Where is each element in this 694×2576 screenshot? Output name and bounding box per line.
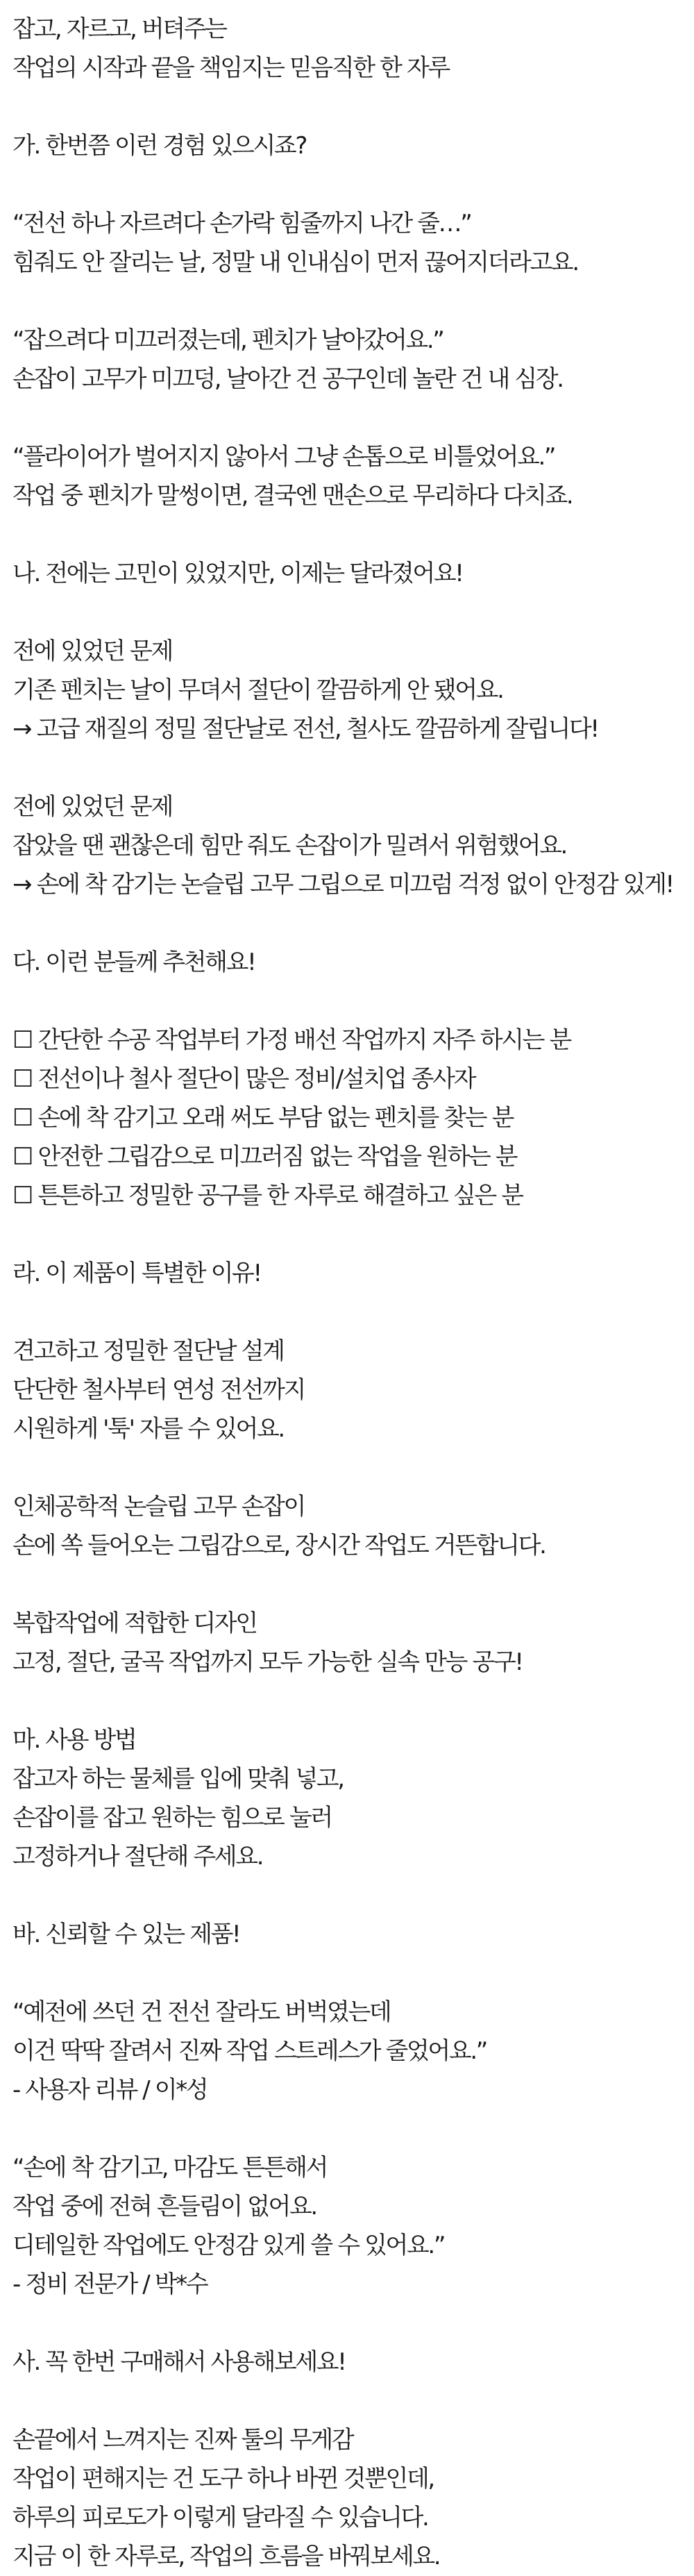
blank-line	[12, 982, 686, 1021]
blank-line	[12, 1293, 686, 1332]
text-line: 시원하게 '툭' 자를 수 있어요.	[12, 1415, 284, 1443]
text-line: 라. 이 제품이 특별한 이유!	[12, 1260, 261, 1287]
text-line: “전선 하나 자르려다 손가락 힘줄까지 나간 줄…”	[12, 210, 471, 237]
text-line: - 사용자 리뷰 / 이*성	[12, 2076, 208, 2104]
text-line: 이건 딱딱 잘려서 진짜 작업 스트레스가 줄었어요.”	[12, 2037, 486, 2065]
text-line: 전에 있었던 문제	[12, 793, 172, 821]
text-line: ☐ 전선이나 철사 절단이 많은 정비/설치업 종사자	[12, 1065, 475, 1093]
blank-line	[12, 2382, 686, 2420]
text-line: 마. 사용 방법	[12, 1726, 136, 1754]
blank-line	[12, 1215, 686, 1254]
text-line: “잡으려다 미끄러졌는데, 펜치가 날아갔어요.”	[12, 326, 443, 354]
text-line: 기존 펜치는 날이 무뎌서 절단이 깔끔하게 안 됐어요.	[12, 676, 503, 704]
text-line: 바. 신뢰할 수 있는 제품!	[12, 1921, 240, 1948]
blank-line	[12, 282, 686, 321]
text-line: 손끝에서 느껴지는 진짜 툴의 무게감	[12, 2426, 353, 2454]
text-line: 디테일한 작업에도 안정감 있게 쓸 수 있어요.”	[12, 2232, 445, 2259]
text-line: 작업 중에 전혀 흔들림이 없어요.	[12, 2193, 316, 2220]
text-line: 손잡이를 잡고 원하는 힘으로 눌러	[12, 1804, 332, 1832]
text-line: “예전에 쓰던 건 전선 잘라도 버벅였는데	[12, 1998, 391, 2026]
text-line: 지금 이 한 자루로, 작업의 흐름을 바꿔보세요.	[12, 2543, 440, 2570]
text-line: “플라이어가 벌어지지 않아서 그냥 손톱으로 비틀었어요.”	[12, 443, 555, 471]
blank-line	[12, 2304, 686, 2343]
text-line: 손잡이 고무가 미끄덩, 날아간 건 공구인데 놀란 건 내 심장.	[12, 365, 563, 393]
blank-line	[12, 1876, 686, 1915]
text-line: 나. 전에는 고민이 있었지만, 이제는 달라졌어요!	[12, 560, 463, 587]
text-line: - 정비 전문가 / 박*수	[12, 2270, 208, 2298]
text-line: ☐ 간단한 수공 작업부터 가정 배선 작업까지 자주 하시는 분	[12, 1026, 570, 1054]
text-line: → 손에 착 감기는 논슬립 고무 그립으로 미끄럼 걱정 없이 안정감 있게!	[12, 871, 673, 898]
text-line: 다. 이런 분들께 추천해요!	[12, 948, 255, 976]
text-line: 작업이 편해지는 건 도구 하나 바뀐 것뿐인데,	[12, 2465, 434, 2493]
text-line: “손에 착 감기고, 마감도 튼튼해서	[12, 2154, 328, 2182]
blank-line	[12, 165, 686, 204]
text-line: 고정하거나 절단해 주세요.	[12, 1843, 263, 1871]
blank-line	[12, 1954, 686, 1993]
text-line: 단단한 철사부터 연성 전선까지	[12, 1376, 305, 1404]
text-line: 복합작업에 적합한 디자인	[12, 1609, 257, 1637]
text-line: 고정, 절단, 굴곡 작업까지 모두 가능한 실속 만능 공구!	[12, 1648, 523, 1676]
text-line: ☐ 안전한 그립감으로 미끄러짐 없는 작업을 원하는 분	[12, 1143, 517, 1171]
blank-line	[12, 1448, 686, 1487]
blank-line	[12, 515, 686, 554]
text-line: 가. 한번쯤 이런 경험 있으시죠?	[12, 132, 307, 160]
text-line: 힘줘도 안 잘리는 날, 정말 내 인내심이 먼저 끊어지더라고요.	[12, 249, 578, 276]
text-line: → 고급 재질의 정밀 절단날로 전선, 철사도 깔끔하게 잘립니다!	[12, 715, 598, 743]
document-body	[12, 10, 686, 2576]
text-line: 작업의 시작과 끝을 책임지는 믿음직한 한 자루	[12, 54, 449, 82]
blank-line	[12, 1565, 686, 1604]
text-line: 하루의 피로도가 이렇게 달라질 수 있습니다.	[12, 2504, 428, 2532]
blank-line	[12, 1682, 686, 1721]
blank-line	[12, 593, 686, 632]
text-line: 잡았을 땐 괜찮은데 힘만 줘도 손잡이가 밀려서 위험했어요.	[12, 832, 566, 860]
text-line: ☐ 손에 착 감기고 오래 써도 부담 없는 펜치를 찾는 분	[12, 1104, 514, 1132]
text-line: 사. 꼭 한번 구매해서 사용해보세요!	[12, 2348, 346, 2376]
blank-line	[12, 87, 686, 126]
text-line: 인체공학적 논슬립 고무 손잡이	[12, 1493, 305, 1521]
text-line: 작업 중 펜치가 말썽이면, 결국엔 맨손으로 무리하다 다치죠.	[12, 482, 573, 510]
text-line: 잡고, 자르고, 버텨주는	[12, 15, 226, 43]
blank-line	[12, 399, 686, 437]
text-line: 잡고자 하는 물체를 입에 맞춰 넣고,	[12, 1765, 344, 1793]
blank-line	[12, 748, 686, 787]
text-line: ☐ 튼튼하고 정밀한 공구를 한 자루로 해결하고 싶은 분	[12, 1182, 523, 1210]
text-line: 견고하고 정밀한 절단날 설계	[12, 1337, 284, 1365]
blank-line	[12, 904, 686, 943]
text-line: 손에 쏙 들어오는 그립감으로, 장시간 작업도 거뜬합니다.	[12, 1532, 545, 1559]
text-line: 전에 있었던 문제	[12, 637, 172, 665]
blank-line	[12, 2109, 686, 2148]
